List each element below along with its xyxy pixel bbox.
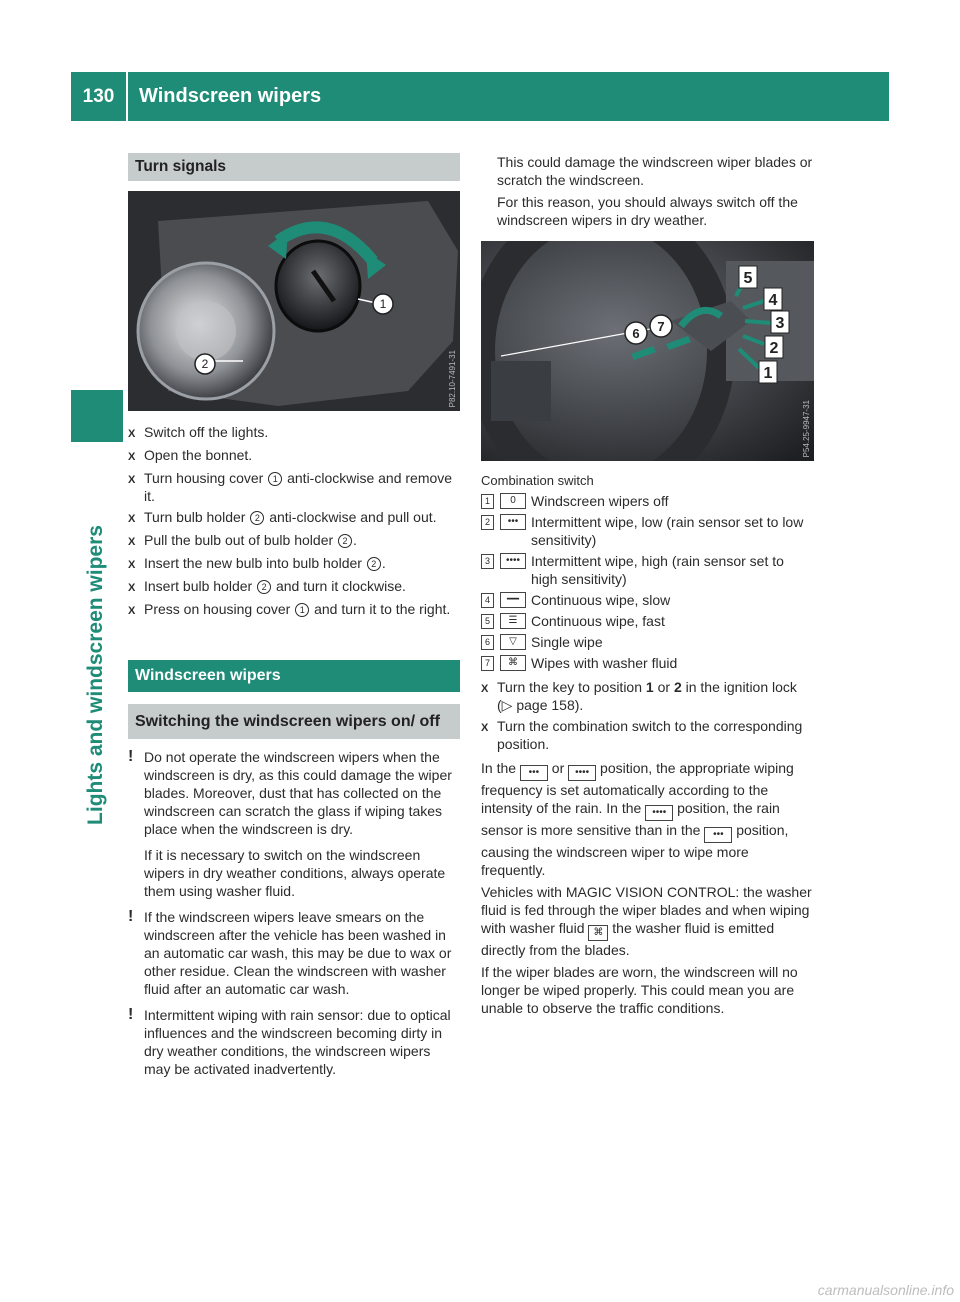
- side-tab-block: [71, 390, 123, 442]
- warning-text: If the windscreen wipers leave smears on the windscreen after the vehicle has been washed in an automatic car wash, this may be due to wax or other residue. Clean the windscreen with washer fluid after an automatic car wash.: [144, 909, 452, 997]
- page-ref-icon: ▷: [501, 697, 513, 713]
- step-text: .: [381, 555, 386, 571]
- svg-text:6: 6: [632, 326, 640, 341]
- svg-text:2: 2: [769, 340, 779, 357]
- legend-text: Intermittent wipe, high (rain sensor set to high sensitivity): [531, 553, 784, 587]
- step-marker-icon: X: [128, 605, 136, 617]
- para-text: In the: [481, 760, 520, 776]
- step-text: Turn the combination switch to the corresponding position.: [497, 718, 803, 752]
- warning-continuation: [481, 153, 814, 229]
- legend-text: Intermittent wipe, low (rain sensor set to low sensitivity): [531, 514, 804, 548]
- list-item: [481, 717, 814, 753]
- step-marker-icon: X: [128, 559, 136, 571]
- svg-text:5: 5: [743, 270, 753, 287]
- warning-icon: !: [128, 1006, 134, 1023]
- svg-text:4: 4: [768, 292, 778, 309]
- warning-icon: !: [128, 908, 134, 925]
- legend-text: Single wipe: [531, 634, 603, 650]
- image-code: P82.10-7491-31: [448, 349, 457, 407]
- para-text: the washer fluid is emitted directly from the blades.: [481, 920, 775, 958]
- combination-switch-photo: [481, 241, 814, 461]
- legend-key: 5: [481, 614, 494, 629]
- legend-item: [481, 492, 814, 510]
- left-column: [128, 153, 460, 1086]
- step-text: Open the bonnet.: [144, 447, 253, 463]
- page-number: 130: [82, 86, 115, 107]
- legend-key: 3: [481, 554, 494, 569]
- intermittent-low-icon: •••: [704, 827, 732, 843]
- turn-signals-steps: [128, 423, 460, 620]
- step-text: Turn the key to position: [497, 679, 646, 695]
- turn-signals-heading: Turn signals: [128, 153, 460, 181]
- step-marker-icon: X: [481, 683, 489, 695]
- legend-item: [481, 552, 814, 588]
- step-text: Press on housing cover: [144, 601, 295, 617]
- legend-title: Combination switch: [481, 473, 594, 488]
- ignition-position: 2: [673, 679, 682, 695]
- intermittent-low-icon: •••: [500, 514, 526, 530]
- washer-fluid-icon: ⌘: [588, 925, 608, 941]
- list-item: [128, 600, 460, 620]
- step-text: and turn it clockwise.: [272, 578, 406, 594]
- list-item: [128, 446, 460, 466]
- step-marker-icon: X: [128, 428, 136, 440]
- intermittent-high-icon: ••••: [568, 765, 596, 781]
- intermittent-low-icon: •••: [520, 765, 548, 781]
- list-item: [128, 469, 460, 505]
- worn-blades-paragraph: If the wiper blades are worn, the windscreen will no longer be wiped properly. This could mean you are unable to observe the traffic conditions.: [481, 964, 798, 1016]
- step-text: Switch off the lights.: [144, 424, 269, 440]
- image-code: P54.25-9947-31: [802, 399, 811, 457]
- warning-text: For this reason, you should always switch off the windscreen wipers in dry weather.: [497, 194, 798, 228]
- step-text: Turn bulb holder: [144, 509, 250, 525]
- step-marker-icon: X: [128, 582, 136, 594]
- legend-text: Wipes with washer fluid: [531, 655, 678, 671]
- list-item: [128, 508, 460, 528]
- legend-item: [481, 612, 814, 630]
- page-ref-link[interactable]: page 158).: [512, 697, 584, 713]
- right-column: [481, 153, 814, 1021]
- svg-text:1: 1: [379, 297, 387, 311]
- side-tab-label: Lights and windscreen wipers: [84, 525, 107, 825]
- step-text: Insert the new bulb into bulb holder: [144, 555, 366, 571]
- legend-text: Continuous wipe, fast: [531, 613, 665, 629]
- continuous-slow-icon: ━━: [500, 592, 526, 608]
- wipers-off-icon: 0: [500, 493, 526, 509]
- magic-vision-paragraph: [481, 883, 814, 959]
- legend-key: 7: [481, 656, 494, 671]
- step-marker-icon: X: [128, 474, 136, 486]
- list-item: [481, 678, 814, 714]
- legend-key: 4: [481, 593, 494, 608]
- callout-ref: 2: [250, 511, 264, 525]
- svg-text:3: 3: [775, 315, 785, 332]
- para-text: position, the rain sensor is more sensitive than in the: [481, 800, 780, 838]
- callout-ref: 1: [268, 472, 282, 486]
- warning-text: Do not operate the windscreen wipers when the windscreen is dry, as this could damage the wiper blades. Moreover, dust that has collected on the windscreen can scratch the glass if wiping takes place when the windscreen is dry.: [144, 749, 452, 837]
- step-text: or: [653, 679, 674, 695]
- step-text: in the ignition lock (: [497, 679, 797, 713]
- para-text: Vehicles with MAGIC VISION CONTROL: the washer fluid is fed through the wiper blades and when wiping with washer fluid: [481, 884, 812, 936]
- svg-text:1: 1: [763, 365, 773, 382]
- headlamp-illustration: [128, 191, 460, 411]
- legend-key: 2: [481, 515, 494, 530]
- washer-fluid-icon: ⌘: [500, 655, 526, 671]
- legend-item: [481, 633, 814, 651]
- callout-ref: 2: [367, 557, 381, 571]
- step-marker-icon: X: [481, 722, 489, 734]
- watermark: carmanualsonline.info: [817, 1282, 954, 1298]
- step-marker-icon: X: [128, 513, 136, 525]
- legend-item: [481, 591, 814, 609]
- legend-item: [481, 513, 814, 549]
- rain-sensor-paragraph: [481, 759, 814, 879]
- step-text: anti-clockwise and remove it.: [144, 470, 453, 504]
- step-text: and turn it to the right.: [310, 601, 451, 617]
- warning-text: Intermittent wiping with rain sensor: due to optical influences and the windscreen becoming dirty in dry weather conditions, the windscreen wipers may be activated inadvertently.: [144, 1007, 451, 1077]
- intermittent-high-icon: ••••: [645, 805, 673, 821]
- legend-item: [481, 654, 814, 672]
- warning-text: If it is necessary to switch on the windscreen wipers in dry weather conditions, always operate them using washer fluid.: [144, 847, 446, 899]
- para-text: position, the appropriate wiping frequency is set automatically according to the intensity of the rain. In the: [481, 760, 794, 816]
- wipers-section-heading: Windscreen wipers: [128, 660, 460, 692]
- warning-note: [128, 1006, 460, 1078]
- warning-icon: !: [128, 748, 134, 765]
- step-text: .: [353, 532, 357, 548]
- legend-key: 1: [481, 494, 494, 509]
- para-text: or: [547, 760, 569, 776]
- headlamp-photo: [128, 191, 460, 411]
- steering-wheel-illustration: [481, 241, 814, 461]
- warning-note: [128, 908, 460, 998]
- step-text: anti-clockwise and pull out.: [265, 509, 437, 525]
- housing-cover: [276, 241, 360, 331]
- continuous-fast-icon: ☰: [500, 613, 526, 629]
- intermittent-high-icon: ••••: [500, 553, 526, 569]
- svg-text:7: 7: [657, 319, 665, 334]
- warning-text: This could damage the windscreen wiper blades or scratch the windscreen.: [497, 154, 813, 188]
- step-text: Insert bulb holder: [144, 578, 257, 594]
- legend-text: Continuous wipe, slow: [531, 592, 671, 608]
- list-item: [128, 577, 460, 597]
- wipers-subsection-heading: Switching the windscreen wipers on/ off: [128, 704, 460, 739]
- legend-text: Windscreen wipers off: [531, 493, 669, 509]
- step-marker-icon: X: [128, 536, 136, 548]
- step-text: Turn housing cover: [144, 470, 268, 486]
- step-marker-icon: X: [128, 451, 136, 463]
- callout-ref: 2: [338, 534, 352, 548]
- callout-ref: 1: [295, 603, 309, 617]
- para-text: position, causing the windscreen wiper to wipe more frequently.: [481, 822, 789, 878]
- callout-ref: 2: [257, 580, 271, 594]
- page-header: [71, 72, 889, 121]
- legend-key: 6: [481, 635, 494, 650]
- ignition-position: 1: [645, 679, 654, 695]
- list-item: [128, 423, 460, 443]
- list-item: [128, 531, 460, 551]
- page-title: Windscreen wipers: [139, 85, 322, 107]
- step-text: Pull the bulb out of bulb holder: [144, 532, 338, 548]
- list-item: [128, 554, 460, 574]
- svg-text:2: 2: [201, 357, 209, 371]
- single-wipe-icon: ▽: [500, 634, 526, 650]
- warning-note: [128, 748, 460, 900]
